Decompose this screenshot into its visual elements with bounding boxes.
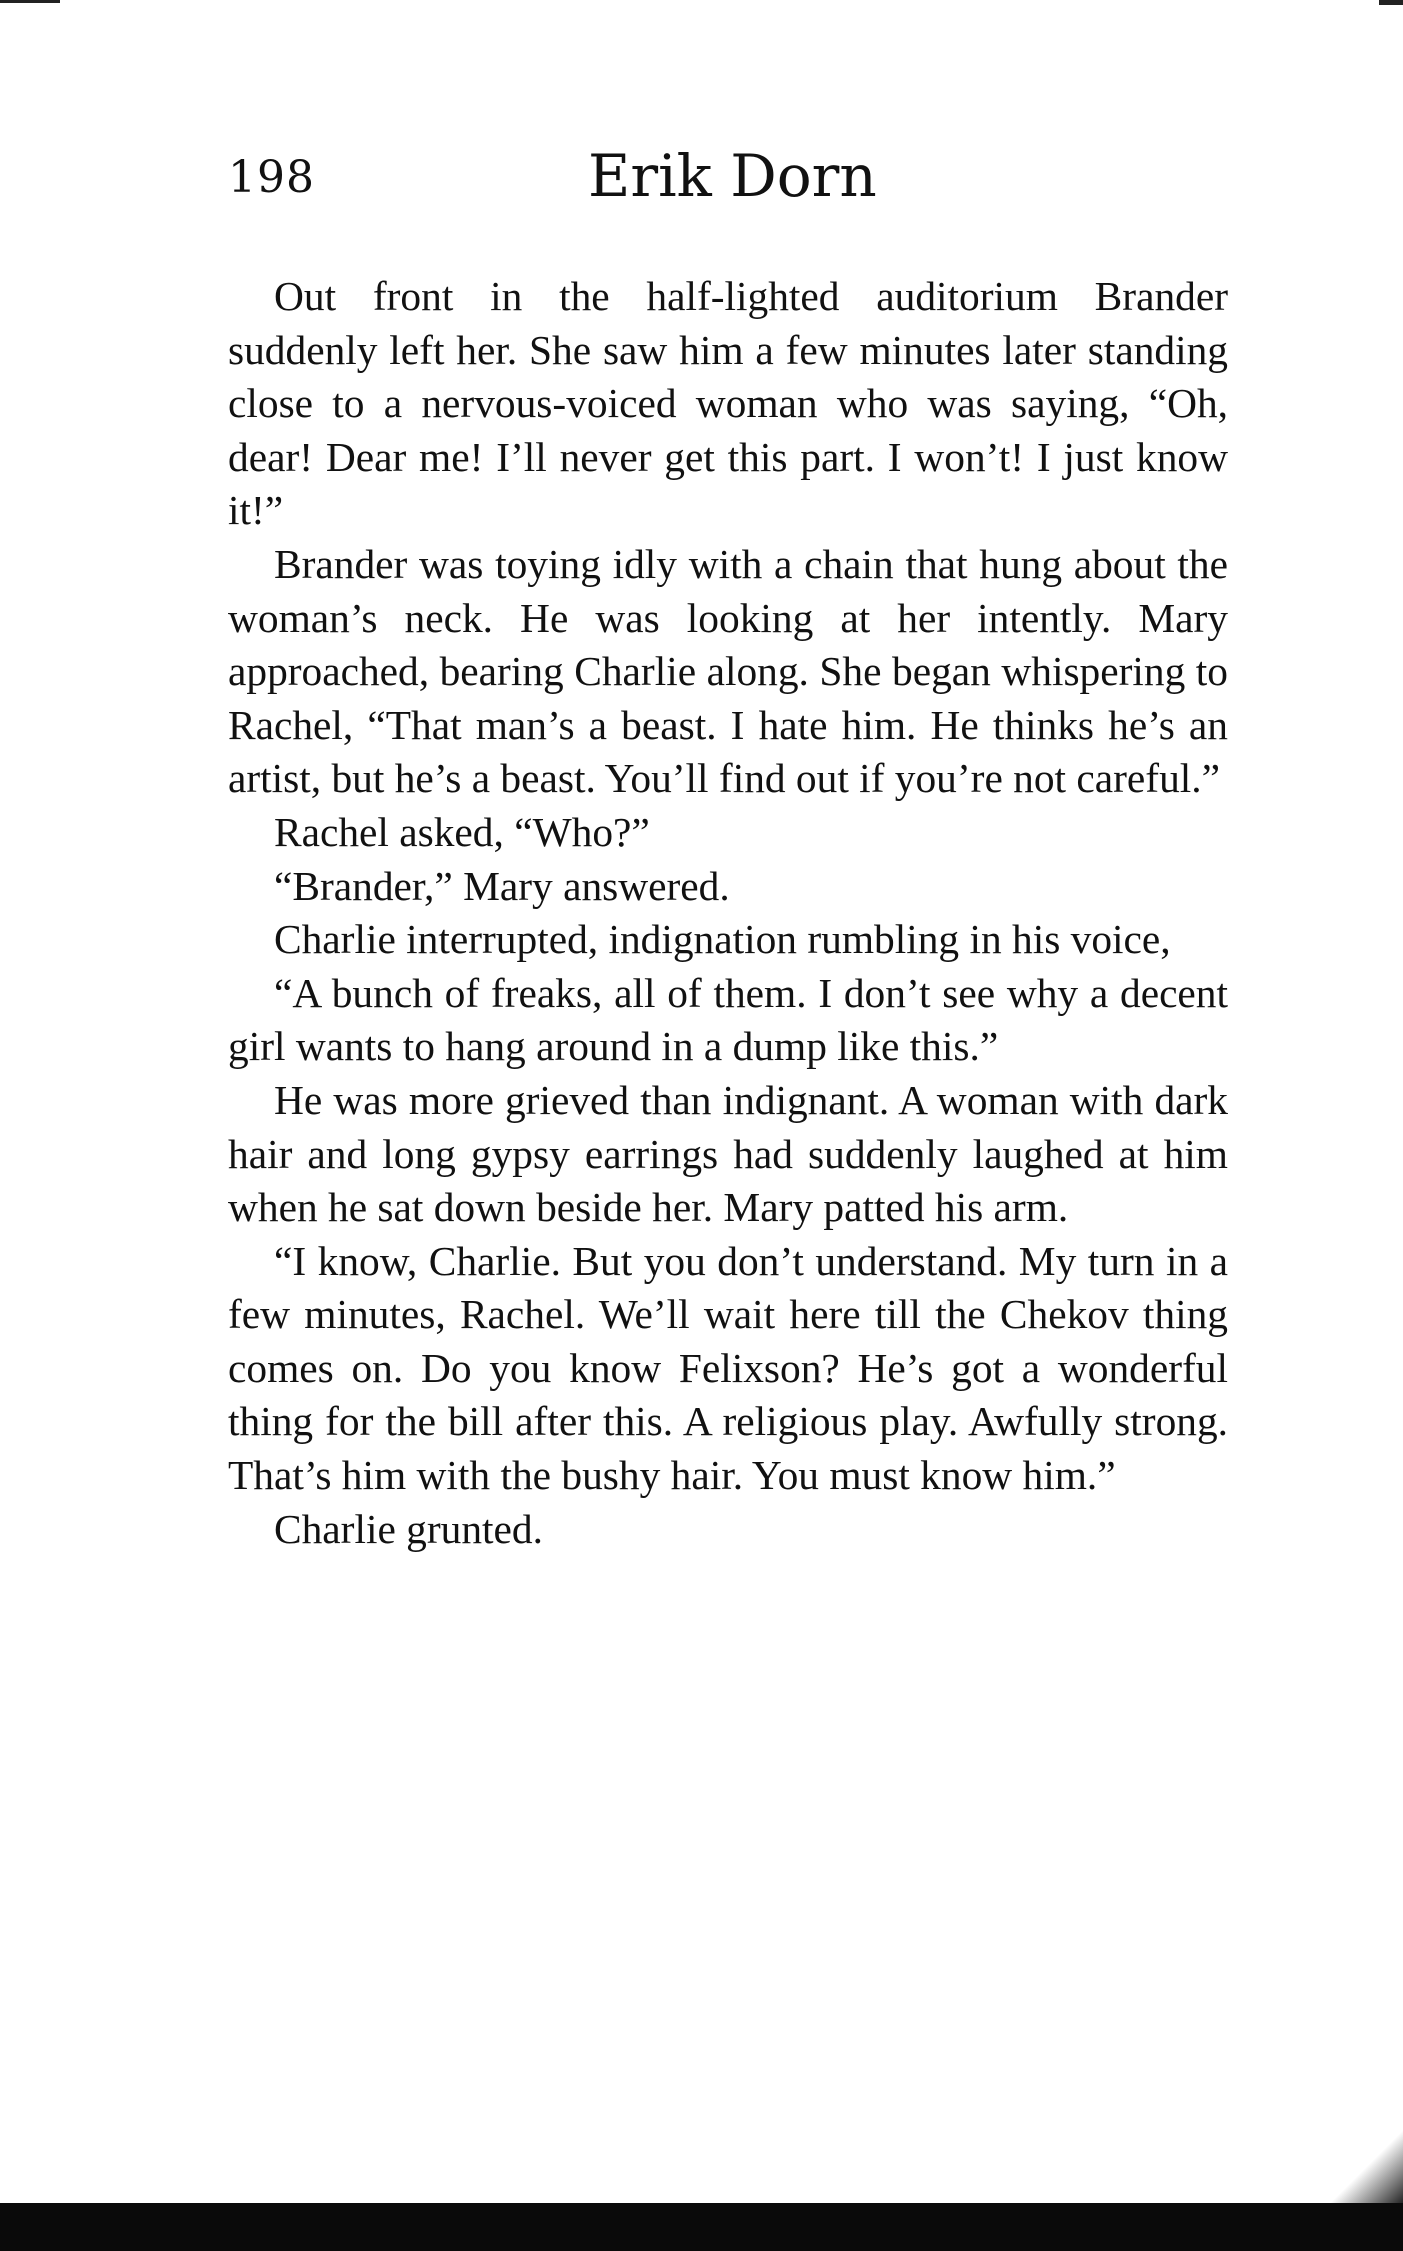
paragraph: “A bunch of freaks, all of them. I don’t see why a decent girl wants to hang around in a dump like this.” — [228, 969, 1228, 1070]
body-text — [228, 270, 1228, 1556]
paragraph: Rachel asked, “Who?” — [274, 808, 650, 855]
paragraph: Out front in the half-lighted auditorium Brander suddenly left her. She saw him a few minutes later standing close to a nervous-voiced woman who was saying, “Oh, dear! Dear me! I’ll never get this part. I won’t! I just know it!” — [228, 273, 1228, 534]
paragraph: Charlie interrupted, indignation rumbling in his voice, — [274, 916, 1171, 963]
scan-bottom-border — [0, 2203, 1403, 2251]
scan-edge-mark — [1379, 0, 1403, 5]
scan-shadow — [1313, 2121, 1403, 2211]
page-number: 198 — [228, 152, 315, 203]
page-header — [228, 142, 1228, 222]
paragraph: Brander was toying idly with a chain that hung about the woman’s neck. He was looking at her intently. Mary approached, bearing Charlie along. She began whispering to Rachel, “That man’s a beast. I hate him. He thinks he’s an artist, but he’s a beast. You’ll find out if you’re not careful.” — [228, 540, 1228, 802]
scan-edge-mark — [0, 0, 60, 3]
paragraph: “I know, Charlie. But you don’t understand. My turn in a few minutes, Rachel. We’ll wait here till the Chekov thing comes on. Do you know Felixson? He’s got a wonderful thing for the bill after this. A religious play. Awfully strong. That’s him with the bushy hair. You must know him.” — [228, 1237, 1228, 1499]
paragraph: “Brander,” Mary answered. — [274, 862, 730, 909]
paragraph: He was more grieved than indignant. A woman with dark hair and long gypsy earrings had suddenly laughed at him when he sat down beside her. Mary patted his arm. — [228, 1076, 1228, 1231]
paragraph: Charlie grunted. — [274, 1505, 543, 1552]
running-title: Erik Dorn — [588, 142, 877, 210]
